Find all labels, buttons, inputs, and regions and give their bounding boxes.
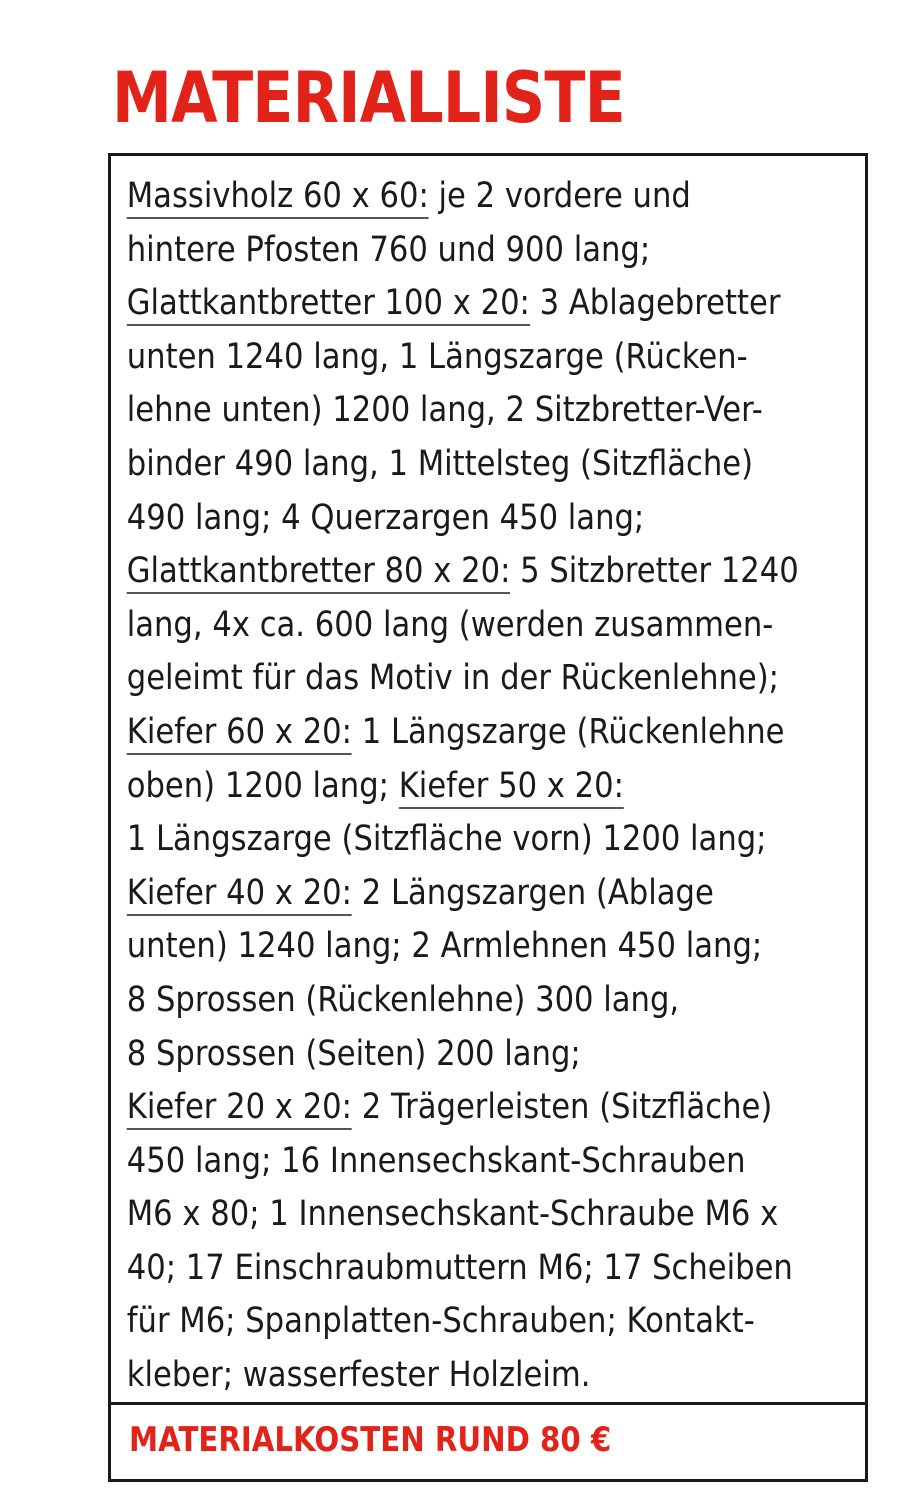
material-line xyxy=(127,438,853,492)
material-line xyxy=(127,1135,853,1189)
material-text: oben) 1200 lang; xyxy=(126,765,399,806)
material-text: binder 490 lang, 1 Mittelsteg (Sitzfläche) xyxy=(126,443,754,484)
material-heading: Kiefer 50 x 20: xyxy=(399,766,624,809)
material-line xyxy=(127,974,853,1028)
material-text: 8 Sprossen (Seiten) 200 lang; xyxy=(126,1033,581,1074)
material-line xyxy=(127,1028,853,1082)
material-line xyxy=(127,867,853,921)
material-line xyxy=(127,706,853,760)
material-line xyxy=(127,331,853,385)
material-line xyxy=(127,599,853,653)
material-line xyxy=(127,224,853,278)
material-line xyxy=(127,813,853,867)
material-text: 3 Ablagebretter xyxy=(529,283,781,324)
material-heading: Kiefer 40 x 20: xyxy=(127,873,352,916)
material-line xyxy=(127,492,853,546)
material-list-box xyxy=(108,153,868,1482)
material-heading: Kiefer 60 x 20: xyxy=(127,712,352,755)
material-list-text xyxy=(111,156,853,1403)
material-text: lang, 4x ca. 600 lang (werden zusammen- xyxy=(126,604,774,645)
material-line xyxy=(127,1188,853,1242)
material-text: geleimt für das Motiv in der Rückenlehne); xyxy=(126,658,780,699)
material-cost-total: MATERIALKOSTEN RUND 80 € xyxy=(129,1420,612,1460)
material-line xyxy=(127,1295,853,1349)
material-text: unten 1240 lang, 1 Längszarge (Rücken- xyxy=(126,336,748,377)
material-text: 450 lang; 16 Innensechskant-Schrauben xyxy=(126,1140,746,1181)
material-line xyxy=(127,277,853,331)
material-line xyxy=(127,384,853,438)
material-heading: Glattkantbretter 100 x 20: xyxy=(127,283,530,326)
material-text: kleber; wasserfester Holzleim. xyxy=(126,1355,591,1396)
material-line xyxy=(127,1242,853,1296)
material-line xyxy=(127,920,853,974)
material-text: 2 Trägerleisten (Sitzfläche) xyxy=(351,1087,773,1128)
material-text: hintere Pfosten 760 und 900 lang; xyxy=(126,229,651,270)
material-line xyxy=(127,652,853,706)
material-text: 1 Längszarge (Sitzfläche vorn) 1200 lang; xyxy=(126,819,767,860)
page-title: MATERIALLISTE xyxy=(112,57,625,139)
material-heading: Glattkantbretter 80 x 20: xyxy=(127,551,511,594)
material-text: 2 Längszargen (Ablage xyxy=(351,872,714,913)
material-text: 1 Längszarge (Rückenlehne xyxy=(351,711,785,752)
material-line xyxy=(127,1349,853,1403)
material-list-body xyxy=(111,156,865,1405)
material-text: 40; 17 Einschraubmuttern M6; 17 Scheiben xyxy=(126,1247,793,1288)
material-text: unten) 1240 lang; 2 Armlehnen 450 lang; xyxy=(126,926,763,967)
material-line xyxy=(127,545,853,599)
material-text: M6 x 80; 1 Innensechskant-Schraube M6 x xyxy=(126,1194,779,1235)
material-heading: Massivholz 60 x 60: xyxy=(127,176,429,219)
material-text: für M6; Spanplatten-Schrauben; Kontakt- xyxy=(126,1301,755,1342)
material-line xyxy=(127,1081,853,1135)
material-text: 8 Sprossen (Rückenlehne) 300 lang, xyxy=(126,979,680,1020)
material-text: je 2 vordere und xyxy=(428,176,691,216)
material-heading: Kiefer 20 x 20: xyxy=(127,1087,352,1130)
material-line xyxy=(127,170,853,224)
material-line xyxy=(127,760,853,814)
material-text: 5 Sitzbretter 1240 xyxy=(510,551,799,592)
material-text: 490 lang; 4 Querzargen 450 lang; xyxy=(126,497,645,538)
material-text: lehne unten) 1200 lang, 2 Sitzbretter-Ver- xyxy=(126,390,763,431)
